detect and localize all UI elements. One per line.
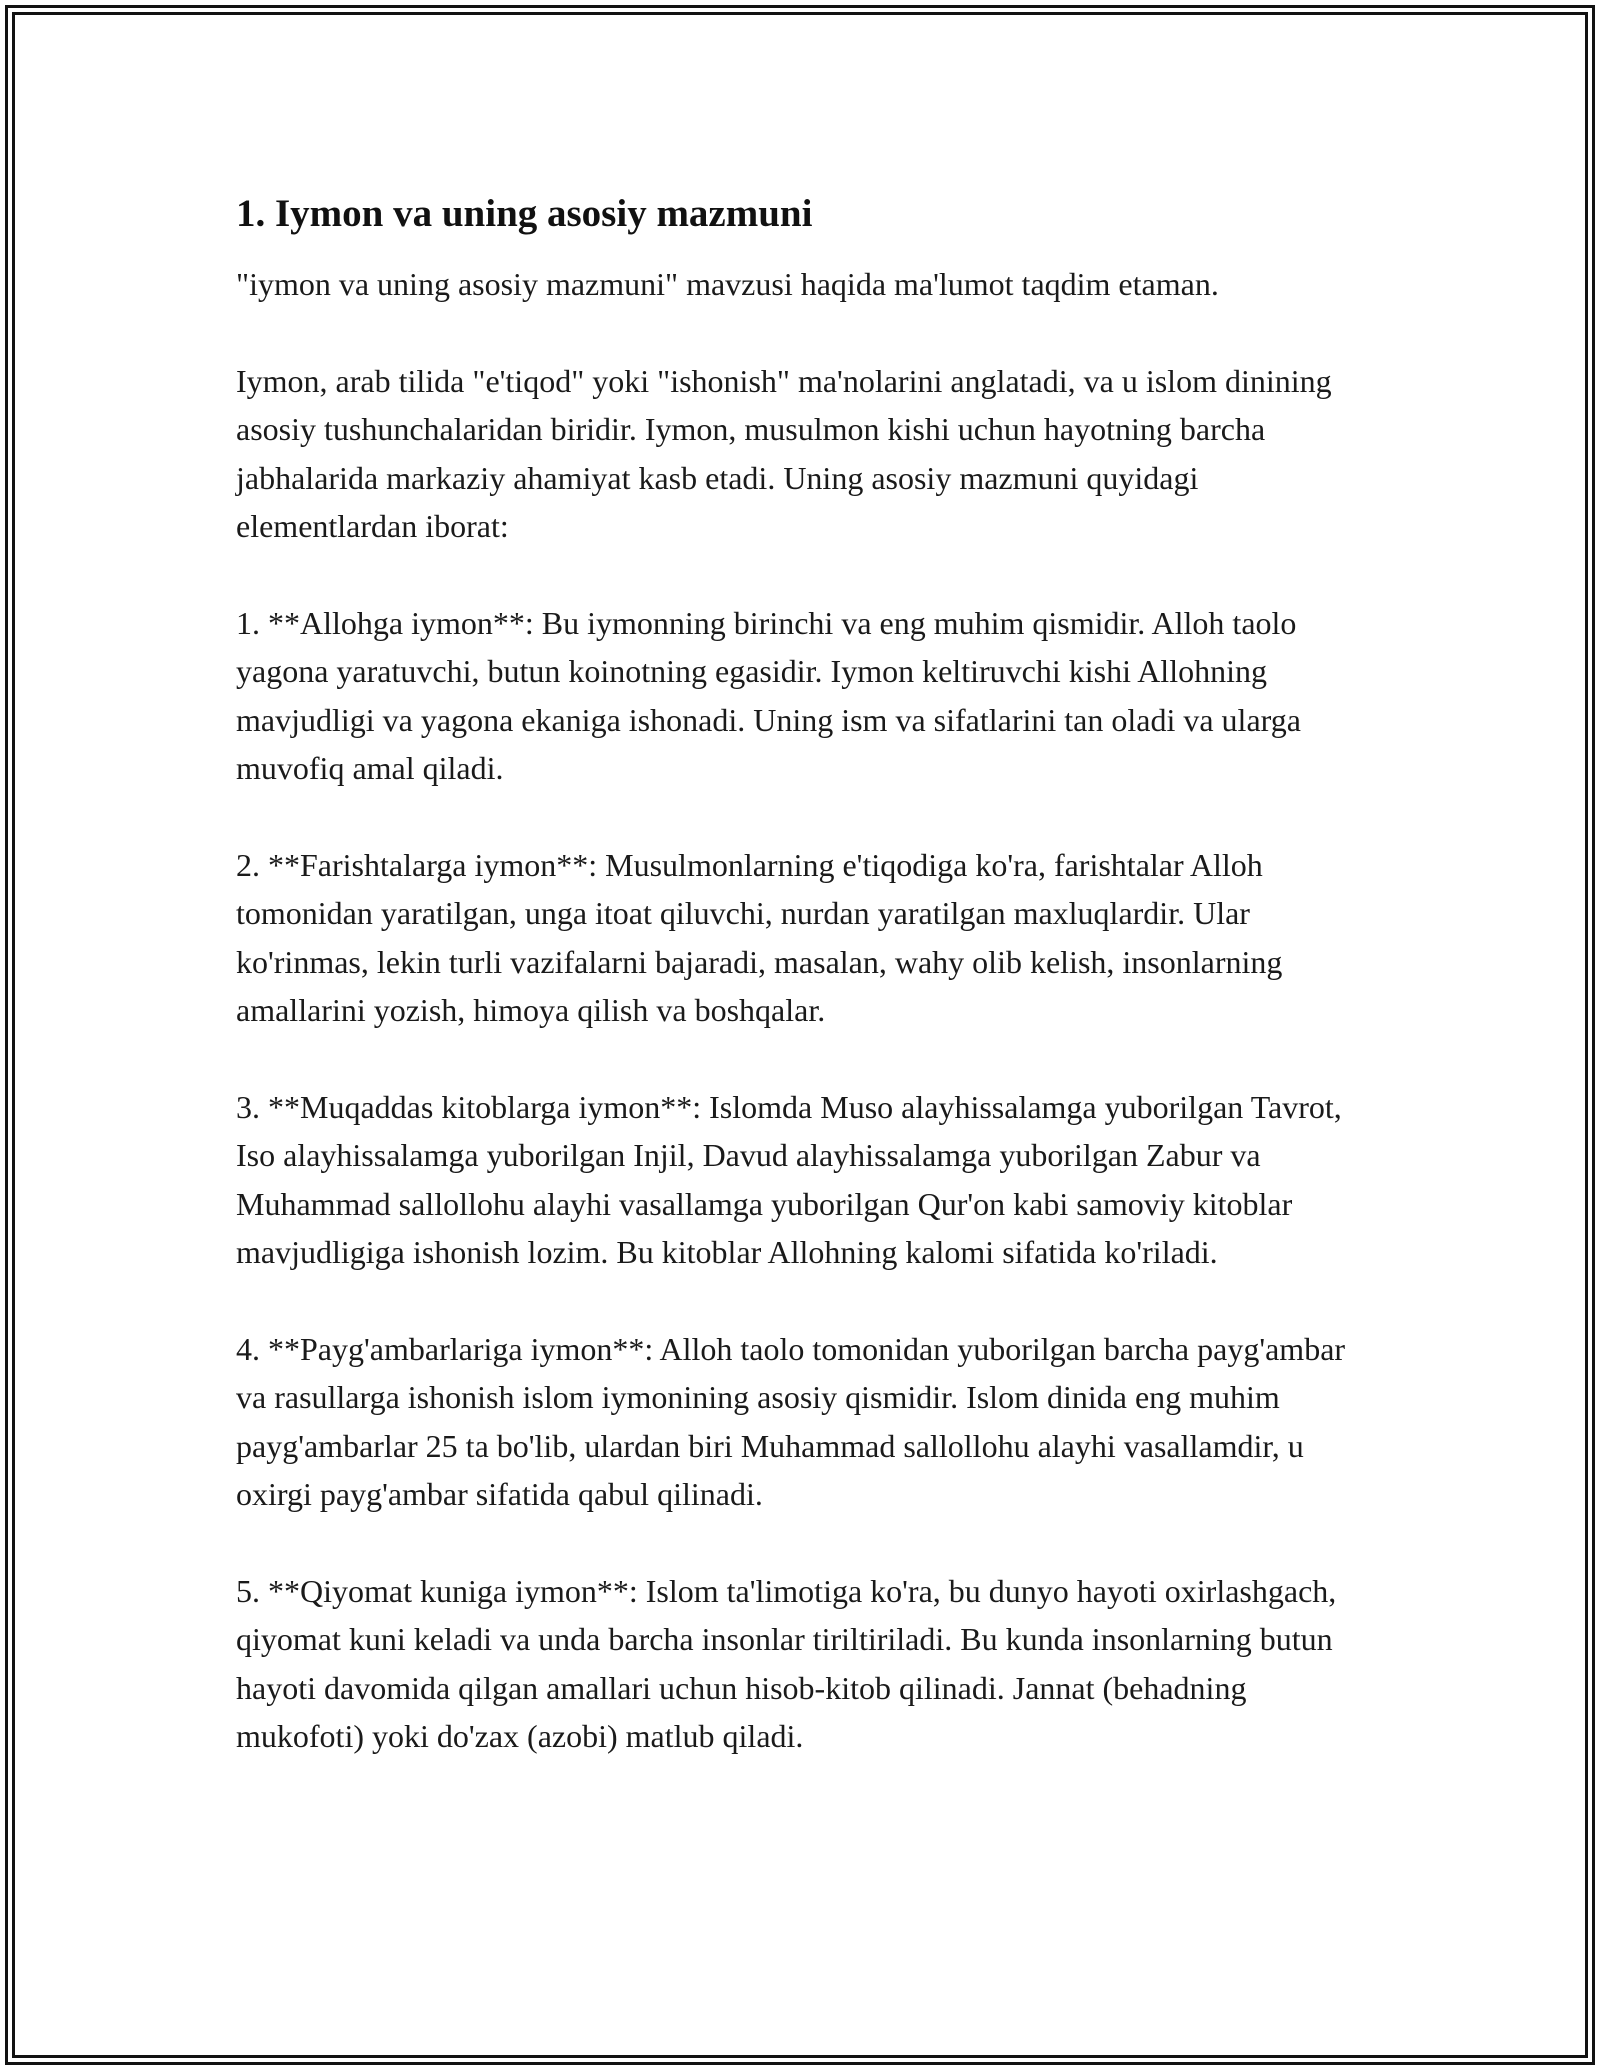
page-title: 1. Iymon va uning asosiy mazmuni bbox=[236, 192, 813, 235]
list-item-kitoblarga-iymon: 3. **Muqaddas kitoblarga iymon**: Islomda Muso alayhissalamga yuborilgan Tavrot, Iso alayhissalamga yuborilgan Injil, Davud alayhissalamga yuborilgan Zabur va Muhammad sallollohu alayhi vasallamga yuborilgan Qur'on kabi samoviy kitoblar mavjudligiga ishonish lozim. Bu kitoblar Allohning kalomi sifatida ko'riladi. bbox=[236, 1088, 1342, 1270]
list-item-qiyomat-kuniga-iymon: 5. **Qiyomat kuniga iymon**: Islom ta'limotiga ko'ra, bu dunyo hayoti oxirlashgach, qiyomat kuni keladi va unda barcha insonlar tiriltiriladi. Bu kunda insonlarning butun hayoti davomida qilgan amallari uchun hisob-kitob qilinadi. Jannat (behadning mukofoti) yoki do'zax (azobi) matlub qiladi. bbox=[236, 1572, 1337, 1754]
list-item-paygambarlarga-iymon: 4. **Payg'ambarlariga iymon**: Alloh taolo tomonidan yuborilgan barcha payg'ambar va rasullarga ishonish islom iymonining asosiy qismidir. Islom dinida eng muhim payg'ambarlar 25 ta bo'lib, ulardan biri Muhammad sallollohu alayhi vasallamdir, u oxirgi payg'ambar sifatida qabul qilinadi. bbox=[236, 1330, 1346, 1512]
intro-paragraph: "iymon va uning asosiy mazmuni" mavzusi haqida ma'lumot taqdim etaman. bbox=[236, 266, 1219, 302]
list-item-allohga-iymon: 1. **Allohga iymon**: Bu iymonning birinchi va eng muhim qismidir. Alloh taolo yagona yaratuvchi, butun koinotning egasidir. Iymon keltiruvchi kishi Allohning mavjudligi va yagona ekaniga ishonadi. Uning ism va sifatlarini tan oladi va ularga muvofiq amal qiladi. bbox=[236, 604, 1301, 786]
definition-paragraph: Iymon, arab tilida "e'tiqod" yoki "ishonish" ma'nolarini anglatadi, va u islom dinining asosiy tushunchalaridan biridir. Iymon, musulmon kishi uchun hayotning barcha jabhalarida markaziy ahamiyat kasb etadi. Uning asosiy mazmuni quyidagi elementlardan iborat: bbox=[236, 362, 1332, 544]
list-item-farishtalarga-iymon: 2. **Farishtalarga iymon**: Musulmonlarning e'tiqodiga ko'ra, farishtalar Alloh tomonidan yaratilgan, unga itoat qiluvchi, nurdan yaratilgan maxluqlardir. Ular ko'rinmas, lekin turli vazifalarni bajaradi, masalan, wahy olib kelish, insonlarning amallarini yozish, himoya qilish va boshqalar. bbox=[236, 846, 1283, 1028]
document-body bbox=[236, 186, 1376, 1761]
